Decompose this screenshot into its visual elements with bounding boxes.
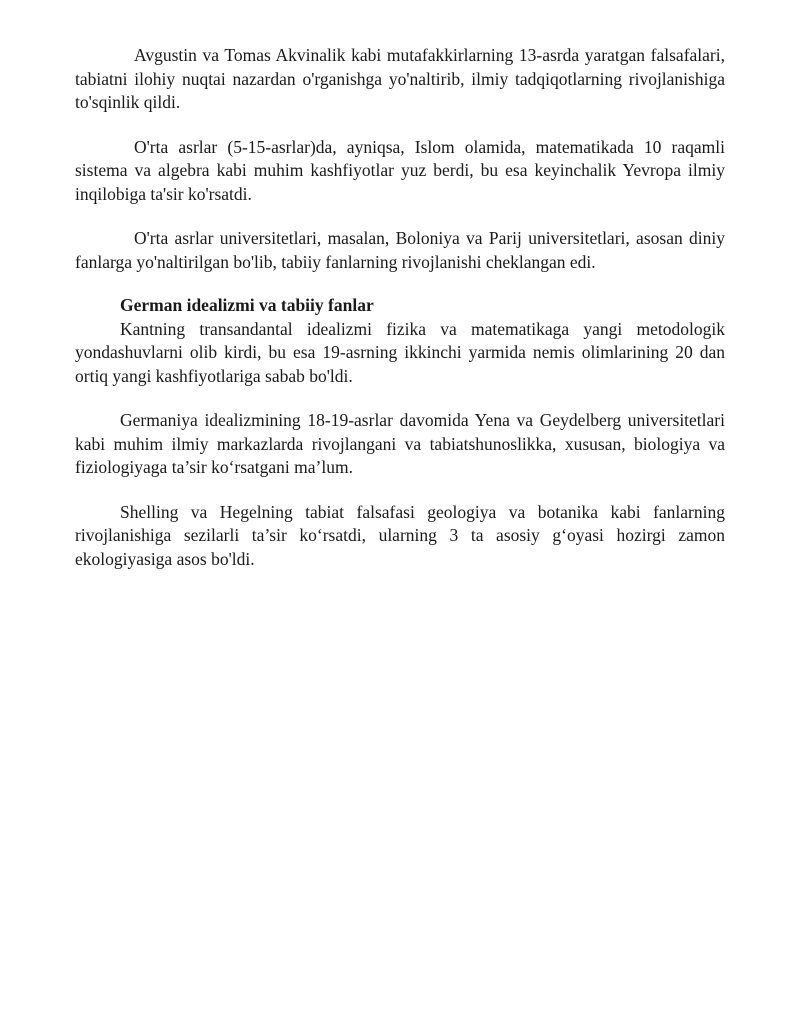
paragraph-orta-asrlar: O'rta asrlar (5-15-asrlar)da, ayniqsa, Islom olamida, matematikada 10 raqamli sistema va algebra kabi muhim kashfiyotlar yuz berdi, bu esa keyinchalik Yevropa ilmiy inqilobiga ta'sir ko'rsatdi. xyxy=(75,136,725,204)
paragraph-avgustin: Avgustin va Tomas Akvinalik kabi mutafakkirlarning 13-asrda yaratgan falsafalari, tabiatni ilohiy nuqtai nazardan o'rganishga yo'naltirib, ilmiy tadqiqotlarning rivojlanishiga to'sqinlik qildi. xyxy=(75,45,725,112)
paragraph-kant: Kantning transandantal idealizmi fizika va matematikaga yangi metodologik yondashuvlarni olib kirdi, bu esa 19-asrning ikkinchi yarmida nemis olimlarining 20 dan ortiq yangi kashfiyotlariga sabab bo'ldi. xyxy=(75,318,725,386)
document-page xyxy=(75,44,725,592)
paragraph-shelling: Shelling va Hegelning tabiat falsafasi geologiya va botanika kabi fanlarning rivojlanishiga sezilarli ta’sir ko‘rsatdi, ularning 3 ta asosiy g‘oyasi hozirgi zamon ekologiyasiga asos bo'ldi. xyxy=(75,501,725,569)
paragraph-universitetlar: O'rta asrlar universitetlari, masalan, Boloniya va Parij universitetlari, asosan diniy fanlarga yo'naltirilgan bo'lib, tabiiy fanlarning rivojlanishi cheklangan edi. xyxy=(75,228,725,272)
paragraph-germaniya: Germaniya idealizmining 18-19-asrlar davomida Yena va Geydelberg universitetlari kabi muhim ilmiy markazlarda rivojlangani va tabiatshunoslikka, xususan, biologiya va fiziologiyaga ta’sir ko‘rsatgani ma’lum. xyxy=(75,410,725,477)
section-heading: German idealizmi va tabiiy fanlar xyxy=(120,295,374,315)
